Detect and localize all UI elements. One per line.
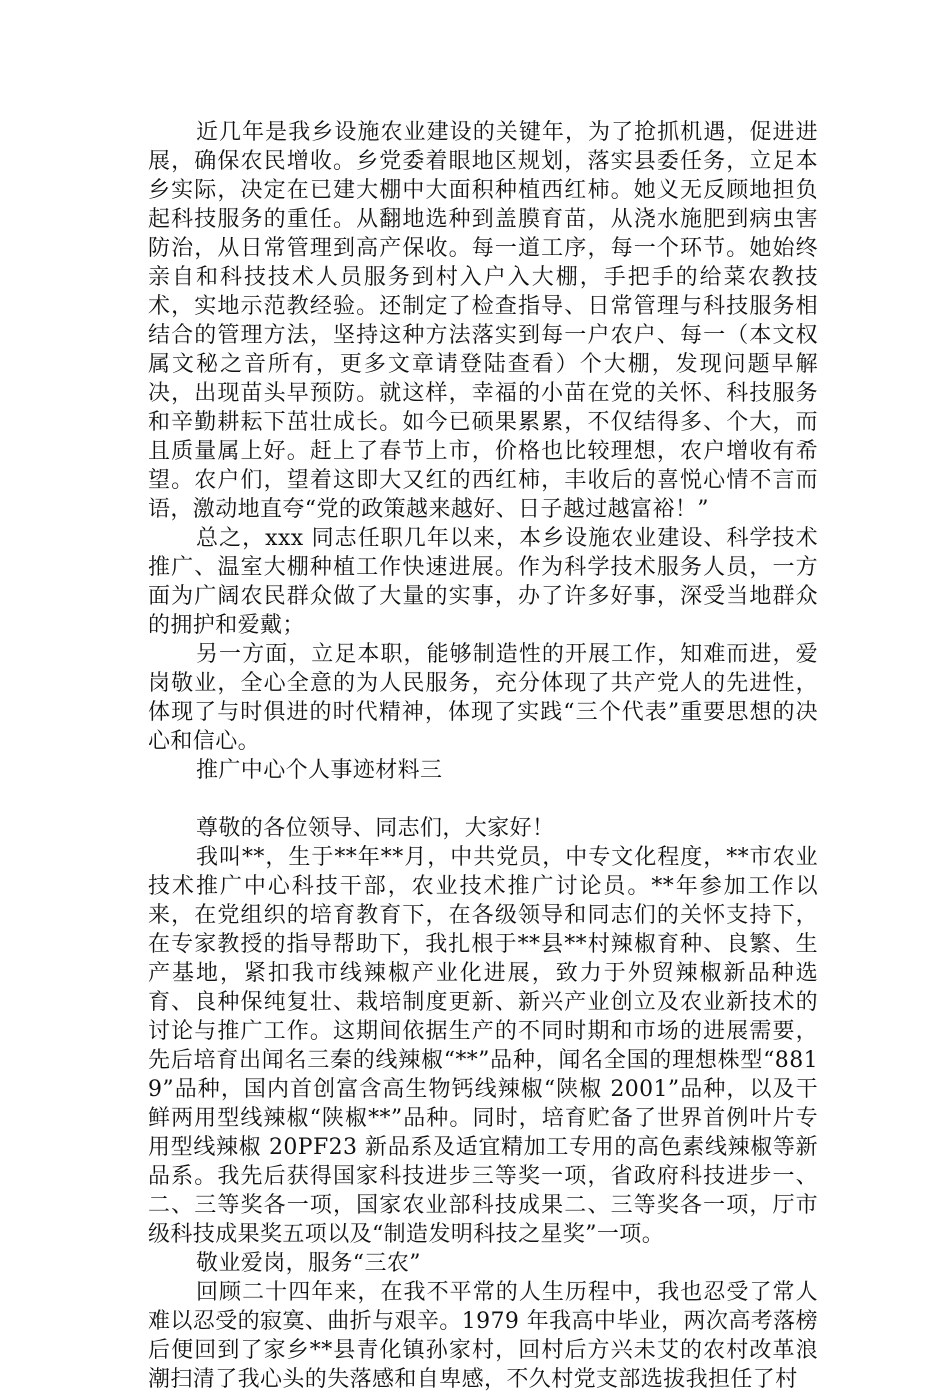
greeting: 尊敬的各位领导、同志们，大家好！ (196, 816, 555, 841)
subheading: 敬业爱岗，服务“三农” (196, 1251, 421, 1276)
paragraph: 回顾二十四年来，在我不平常的人生历程中，我也忍受了常人难以忍受的寂寞、曲折与艰辛。1979 年我高中毕业，两次高考落榜后便回到了家乡**县青化镇孙家村，回村后方兴未艾的农村改革浪潮扫清了我心头的失落感和自卑感，不久村党支部选拔我担任了村 (148, 1280, 818, 1392)
document-body (148, 118, 818, 1394)
paragraph: 另一方面，立足本职，能够制造性的开展工作，知难而进，爱岗敬业，全心全意的为人民服务，充分体现了共产党人的先进性，体现了与时俱进的时代精神，体现了实践“三个代表”重要思想的决心和信心。 (148, 642, 818, 754)
paragraph: 近几年是我乡设施农业建设的关键年，为了抢抓机遇，促进进展，确保农民增收。乡党委着眼地区规划，落实县委任务，立足本乡实际，决定在已建大棚中大面积种植西红柿。她义无反顾地担负起科技服务的重任。从翻地选种到盖膜育苗，从浇水施肥到病虫害防治，从日常管理到高产保收。每一道工序，每一个环节。她始终亲自和科技技术人员服务到村入户入大棚，手把手的给菜农教技术，实地示范教经验。还制定了检查指导、日常管理与科技服务相结合的管理方法，坚持这种方法落实到每一户农户、每一（本文权属文秘之音所有，更多文章请登陆查看）个大棚，发现问题早解决，出现苗头早预防。就这样，幸福的小苗在党的关怀、科技服务和辛勤耕耘下茁壮成长。如今已硕果累累，不仅结得多、个大，而且质量属上好。赶上了春节上市，价格也比较理想，农户增收有希望。农户们，望着这即大又红的西红柿，丰收后的喜悦心情不言而语，激动地直夸“党的政策越来越好、日子越过越富裕！” (148, 120, 818, 522)
paragraph: 总之，xxx 同志任职几年以来，本乡设施农业建设、科学技术推广、温室大棚种植工作快速进展。作为科学技术服务人员，一方面为广阔农民群众做了大量的实事，办了许多好事，深受当地群众的拥护和爱戴； (148, 526, 818, 638)
section-title: 推广中心个人事迹材料三 (196, 758, 443, 783)
blank-line (148, 785, 818, 814)
paragraph: 我叫**，生于**年**月，中共党员，中专文化程度，**市农业技术推广中心科技干部，农业技术推广讨论员。**年参加工作以来，在党组织的培育教育下，在各级领导和同志们的关怀支持下，在专家教授的指导帮助下，我扎根于**县**村辣椒育种、良繁、生产基地，紧扣我市线辣椒产业化进展，致力于外贸辣椒新品种选育、良种保纯复壮、栽培制度更新、新兴产业创立及农业新技术的讨论与推广工作。这期间依据生产的不同时期和市场的进展需要，先后培育出闻名三秦的线辣椒“**”品种，闻名全国的理想株型“8819”品种，国内首创富含高生物钙线辣椒“陕椒 2001”品种，以及干鲜两用型线辣椒“陕椒**”品种。同时，培育贮备了世界首例叶片专用型线辣椒 20PF23 新品系及适宜精加工专用的高色素线辣椒等新品系。我先后获得国家科技进步三等奖一项，省政府科技进步一、二、三等奖各一项，国家农业部科技成果二、三等奖各一项，厅市级科技成果奖五项以及“制造发明科技之星奖”一项。 (148, 845, 818, 1247)
